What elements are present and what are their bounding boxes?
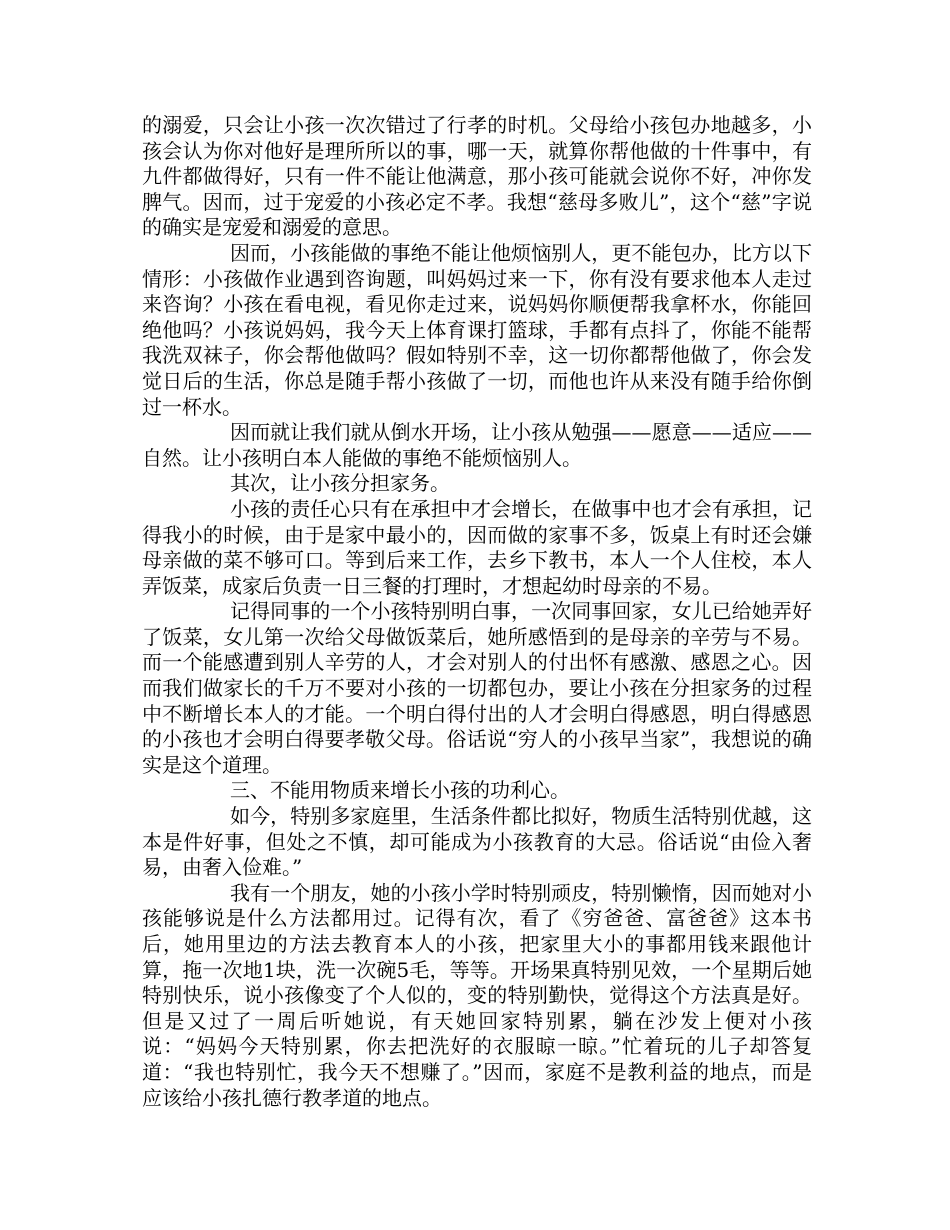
paragraph-4-heading: 其次，让小孩分担家务。 bbox=[230, 471, 450, 496]
paragraph-8: 如今，特别多家庭里，生活条件都比拟好，物质生活特别优越，这本是件好事，但处之不慎，却可能成为小孩教育的大忌。俗话说“由俭入奢易，由奢入俭难。” bbox=[142, 804, 812, 880]
paragraph-7-heading: 三、不能用物质来增长小孩的功利心。 bbox=[230, 778, 570, 803]
paragraph-1: 的溺爱，只会让小孩一次次错过了行孝的时机。父母给小孩包办地越多，小孩会认为你对他好是理所所以的事，哪一天，就算你帮他做的十件事中，有九件都做得好，只有一件不能让他满意，那小孩可能就会说你不好，冲你发脾气。因而，过于宠爱的小孩必定不孝。我想“慈母多败儿”，这个“慈”字说的确实是宠爱和溺爱的意思。 bbox=[142, 113, 812, 240]
document-body bbox=[142, 113, 812, 1111]
paragraph-6: 记得同事的一个小孩特别明白事，一次同事回家，女儿已给她弄好了饭菜，女儿第一次给父母做饭菜后，她所感悟到的是母亲的辛劳与不易。而一个能感遭到别人辛劳的人，才会对别人的付出怀有感激、感恩之心。因而我们做家长的千万不要对小孩的一切都包办，要让小孩在分担家务的过程中不断增长本人的才能。一个明白得付出的人才会明白得感恩，明白得感恩的小孩也才会明白得要孝敬父母。俗话说“穷人的小孩早当家”，我想说的确实是这个道理。 bbox=[142, 599, 812, 777]
paragraph-3: 因而就让我们就从倒水开场，让小孩从勉强——愿意——适应——自然。让小孩明白本人能做的事绝不能烦恼别人。 bbox=[142, 420, 812, 470]
paragraph-9: 我有一个朋友，她的小孩小学时特别顽皮，特别懒惰，因而她对小孩能够说是什么方法都用过。记得有次，看了《穷爸爸、富爸爸》这本书后，她用里边的方法去教育本人的小孩，把家里大小的事都用钱来跟他计算，拖一次地1块，洗一次碗5毛，等等。开场果真特别见效，一个星期后她特别快乐，说小孩像变了个人似的，变的特别勤快，觉得这个方法真是好。但是又过了一周后听她说，有天她回家特别累，躺在沙发上便对小孩说：“妈妈今天特别累，你去把洗好的衣服晾一晾。”忙着玩的儿子却答复道：“我也特别忙，我今天不想赚了。”因而，家庭不是教利益的地点，而是应该给小孩扎德行教孝道的地点。 bbox=[142, 880, 812, 1110]
paragraph-2: 因而，小孩能做的事绝不能让他烦恼别人，更不能包办，比方以下情形：小孩做作业遇到咨询题，叫妈妈过来一下，你有没有要求他本人走过来咨询？小孩在看电视，看见你走过来，说妈妈你顺便帮我拿杯水，你能回绝他吗？小孩说妈妈，我今天上体育课打篮球，手都有点抖了，你能不能帮我洗双袜子，你会帮他做吗？假如特别不幸，这一切你都帮他做了，你会发觉日后的生活，你总是随手帮小孩做了一切，而他也许从来没有随手给你倒过一杯水。 bbox=[142, 240, 812, 419]
paragraph-5: 小孩的责任心只有在承担中才会增长，在做事中也才会有承担，记得我小的时候，由于是家中最小的，因而做的家事不多，饭桌上有时还会嫌母亲做的菜不够可口。等到后来工作，去乡下教书，本人一个人住校，本人弄饭菜，成家后负责一日三餐的打理时，才想起幼时母亲的不易。 bbox=[142, 496, 812, 598]
